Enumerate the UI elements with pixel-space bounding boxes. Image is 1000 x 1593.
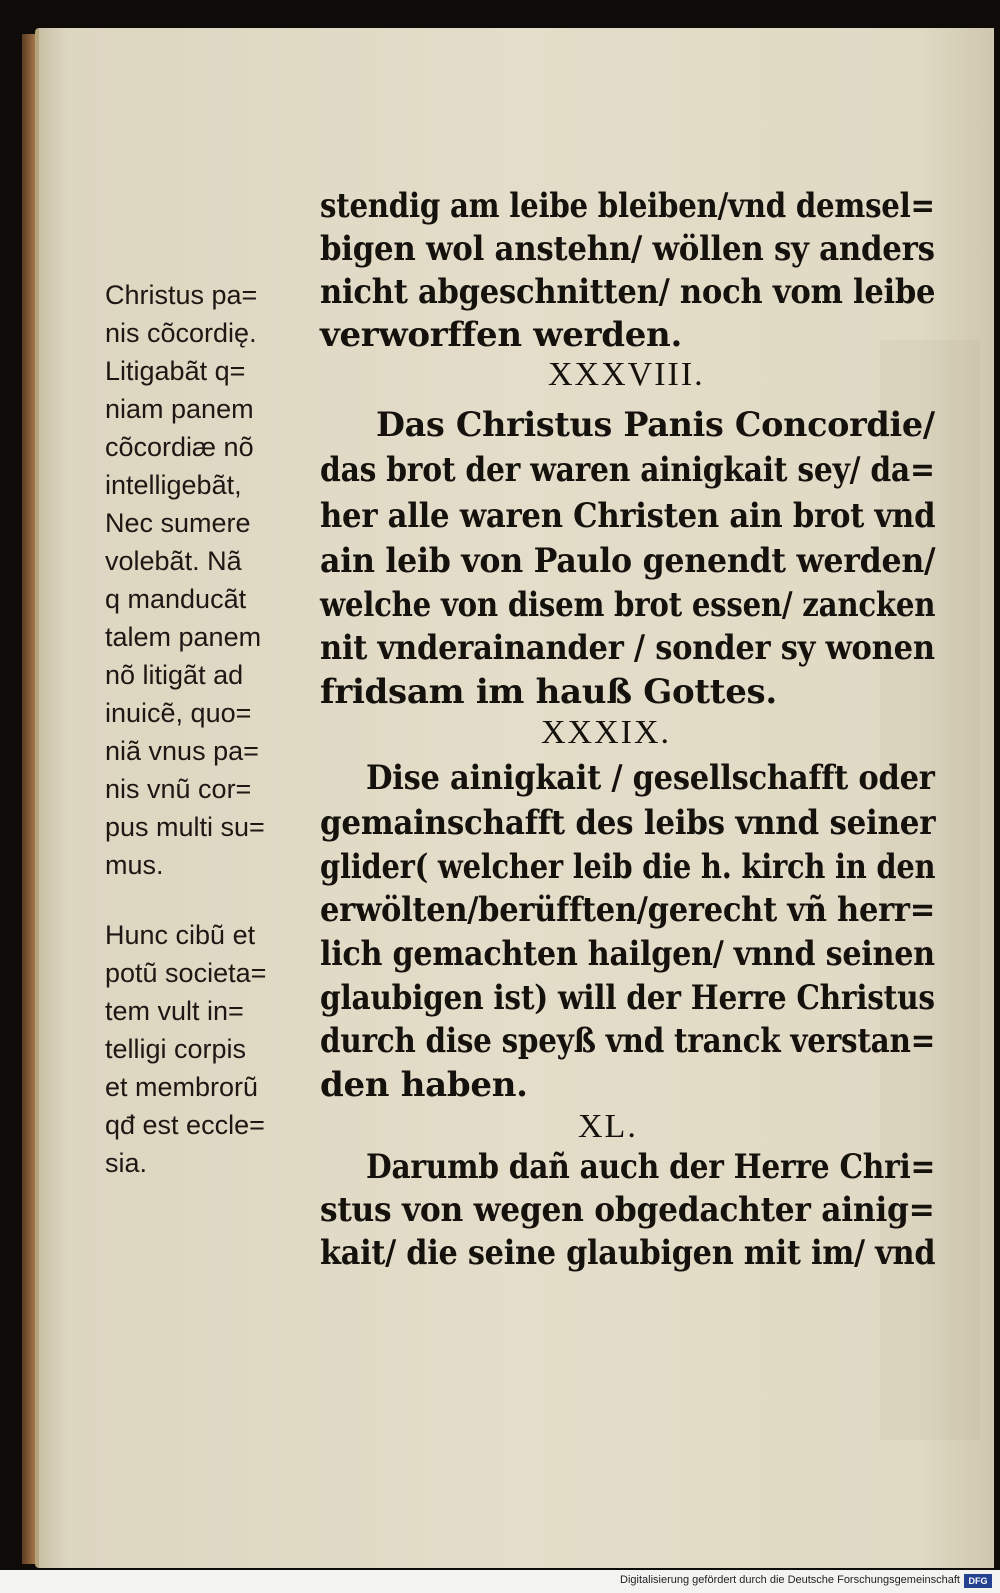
- section-numeral: XXXIX.: [541, 714, 672, 751]
- main-text-line: nit vnderainander / sonder sy wonen: [320, 628, 935, 668]
- margin-note-line: cõcordiæ nõ: [105, 432, 254, 462]
- margin-note-line: niã vnus pa=: [105, 736, 259, 766]
- main-text-line: Dise ainigkait / gesellschafft oder: [366, 758, 935, 798]
- margin-note-line: nis vnũ cor=: [105, 774, 252, 804]
- main-text-line: den haben.: [320, 1065, 528, 1105]
- margin-note-line: inuicẽ, quo=: [105, 698, 252, 728]
- margin-note-line: Nec sumere: [105, 508, 251, 538]
- margin-note-line: niam panem: [105, 394, 254, 424]
- margin-note-line: talem panem: [105, 622, 262, 652]
- margin-note-line: qđ est eccle=: [105, 1110, 265, 1140]
- margin-note-line: Christus pa=: [105, 280, 258, 310]
- main-text-line: gemainschafft des leibs vnnd seiner: [320, 803, 936, 843]
- margin-note-line: mus.: [105, 850, 164, 880]
- main-text-line: ain leib von Paulo genendt werden/: [320, 541, 936, 581]
- main-text-line: bigen wol anstehn/ wöllen sy anders: [320, 229, 935, 269]
- margin-note-line: nõ litigãt ad: [105, 660, 244, 690]
- margin-note-line: nis cõcordię.: [105, 318, 257, 348]
- margin-note-line: q manducãt: [105, 584, 247, 614]
- margin-note-line: potũ societa=: [105, 958, 267, 988]
- main-text-line: glider( welcher leib die h. kirch in den: [320, 847, 936, 887]
- margin-note-line: tem vult in=: [105, 996, 244, 1026]
- main-text-line: lich gemachten hailgen/ vnnd seinen: [320, 934, 935, 974]
- main-text-line: stus von wegen obgedachter ainig=: [320, 1190, 935, 1230]
- main-text-line: das brot der waren ainigkait sey/ da=: [320, 450, 935, 490]
- digitization-footer: [0, 1570, 1000, 1593]
- main-text-line: fridsam im hauß Gottes.: [320, 672, 777, 712]
- section-numeral: XXXVIII.: [548, 356, 705, 393]
- main-text-line: nicht abgeschnitten/ noch vom leibe: [320, 272, 936, 312]
- margin-note-line: pus multi su=: [105, 812, 265, 842]
- margin-note-line: Litigabãt q=: [105, 356, 246, 386]
- main-text-line: glaubigen ist) will der Herre Christus: [320, 978, 935, 1018]
- main-text-line: verworffen werden.: [320, 315, 682, 355]
- margin-note-line: Hunc cibũ et: [105, 920, 256, 950]
- main-text-line: kait/ die seine glaubigen mit im/ vnd: [320, 1233, 936, 1273]
- dfg-logo: DFG: [964, 1574, 992, 1588]
- main-text-line: her alle waren Christen ain brot vnd: [320, 496, 936, 536]
- margin-note-line: sia.: [105, 1148, 148, 1178]
- section-numeral: XL.: [578, 1108, 638, 1145]
- margin-note-line: et membrorũ: [105, 1072, 259, 1102]
- main-text-line: durch dise speyß vnd tranck verstan=: [320, 1021, 936, 1061]
- main-text-line: welche von disem brot essen/ zancken: [320, 585, 936, 625]
- margin-note-line: volebãt. Nã: [105, 546, 242, 576]
- main-text-line: erwölten/berüfften/gerecht vñ herr=: [320, 890, 936, 930]
- main-text-line: stendig am leibe bleiben/vnd demsel=: [320, 186, 935, 226]
- margin-note-line: telligi corpis: [105, 1034, 247, 1064]
- main-text-line: Darumb dañ auch der Herre Chri=: [366, 1147, 936, 1187]
- footer-credit: Digitalisierung gefördert durch die Deutsche Forschungsgemeinschaft: [620, 1574, 960, 1586]
- book-spine-edge: [22, 34, 36, 1564]
- main-text-line: Das Christus Panis Concordie/: [376, 405, 935, 445]
- margin-note-line: intelligebãt,: [105, 470, 242, 500]
